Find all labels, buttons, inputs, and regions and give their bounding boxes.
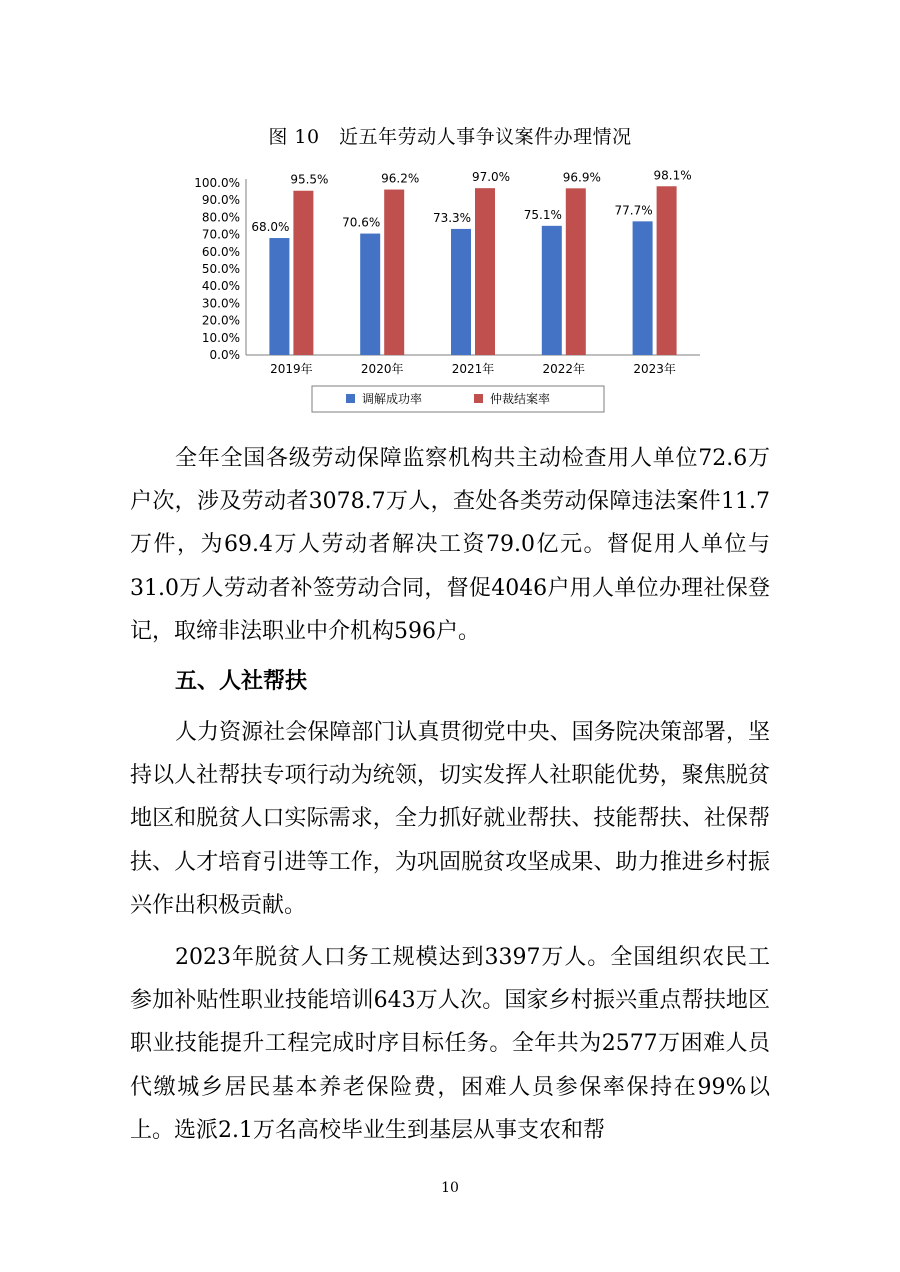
figure-title: 图 10 近五年劳动人事争议案件办理情况 [268,126,632,148]
bar-mediation [542,226,562,355]
y-tick-label: 70.0% [201,227,240,242]
paragraph-1: 全年全国各级劳动保障监察机构共主动检查用人单位72.6万户次，涉及劳动者3078.7万人，查处各类劳动保障违法案件11.7万件，为69.4万人劳动者解决工资79.0亿元。督促用人单位与31.0万人劳动者补签劳动合同，督促4046户用人单位办理社保登记，取缔非法职业中介机构596户。 [130,446,770,644]
legend-swatch [346,394,355,403]
data-label: 73.3% [432,210,472,225]
y-tick-label: 30.0% [201,296,240,311]
legend-swatch [474,394,483,403]
y-tick-label: 40.0% [201,279,240,294]
bar-arbitration [384,190,404,355]
y-tick-label: 20.0% [201,313,240,328]
x-tick-label: 2020年 [360,362,404,376]
section-heading: 五、人社帮扶 [175,669,308,694]
y-tick-label: 60.0% [201,244,240,259]
x-tick-label: 2022年 [542,362,586,376]
data-label: 68.0% [251,220,290,235]
y-tick-label: 10.0% [201,330,240,345]
bar-arbitration [293,191,313,355]
bar-arbitration [475,188,495,355]
data-label: 75.1% [523,207,562,222]
legend-box [312,386,604,412]
x-tick-label: 2021年 [451,362,495,376]
bar-mediation [451,229,471,355]
bar-arbitration [566,188,586,355]
paragraph-2: 人力资源社会保障部门认真贯彻党中央、国务院决策部署，坚持以人社帮扶专项行动为统领，切实发挥人社职能优势，聚焦脱贫地区和脱贫人口实际需求，全力抓好就业帮扶、技能帮扶、社保帮扶、人才培育引进等工作，为巩固脱贫攻坚成果、助力推进乡村振兴作出积极贡献。 [130,720,770,918]
data-label: 96.2% [381,171,420,186]
y-tick-label: 0.0% [209,348,240,362]
y-tick-label: 90.0% [201,193,240,208]
bar-arbitration [657,186,677,355]
data-label: 70.6% [342,215,381,230]
y-tick-label: 100.0% [194,176,240,190]
data-label: 96.9% [562,170,601,185]
legend-label: 仲裁结案率 [490,392,551,406]
data-label: 98.1% [653,168,692,183]
bar-mediation [633,221,653,355]
y-tick-label: 50.0% [201,262,240,276]
data-label: 97.0% [471,170,511,185]
legend-label: 调解成功率 [362,392,423,406]
y-tick-label: 80.0% [201,210,240,225]
page-number: 10 [441,1180,459,1196]
bar-mediation [360,234,380,355]
paragraph-3: 2023年脱贫人口务工规模达到3397万人。全国组织农民工参加补贴性职业技能培训643万人次。国家乡村振兴重点帮扶地区职业技能提升工程完成时序目标任务。全年共为2577万困难人员代缴城乡居民基本养老保险费，困难人员参保率保持在99%以上。选派2.1万名高校毕业生到基层从事支农和帮 [130,945,770,1143]
x-tick-label: 2023年 [633,362,676,376]
data-label: 95.5% [290,172,329,187]
bar-mediation [269,238,289,355]
bar-chart [0,0,900,430]
x-tick-label: 2019年 [270,362,313,376]
data-label: 77.7% [614,203,653,218]
